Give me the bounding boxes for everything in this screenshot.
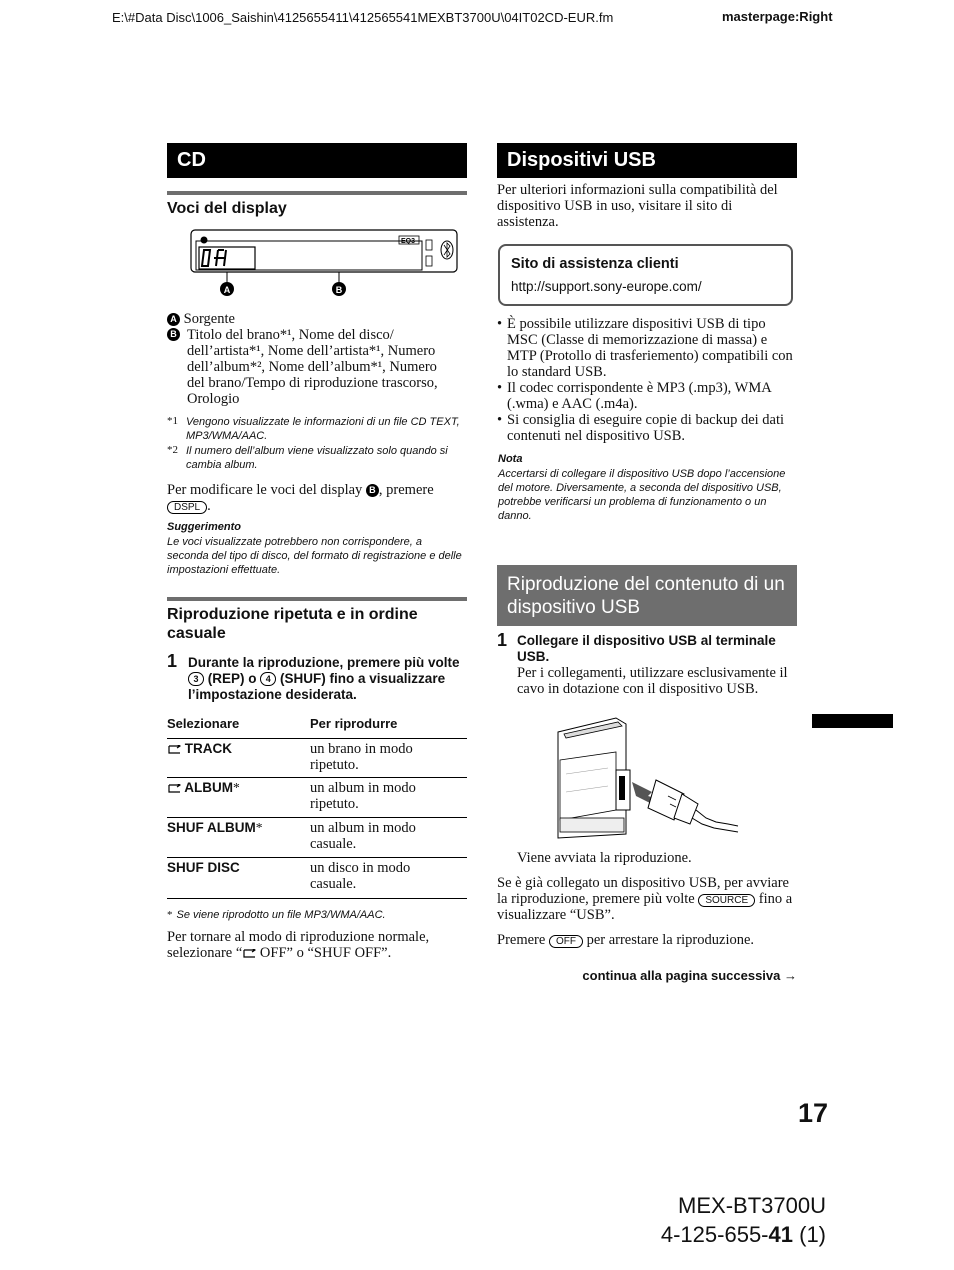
footnote-2-mark: *2 (167, 444, 178, 456)
model-name: MEX-BT3700U (678, 1193, 826, 1218)
repeat-icon (167, 745, 181, 754)
key-4: 4 (260, 672, 276, 686)
normal-play-text: Per tornare al modo di riproduzione normale, selezionare “ OFF” o “SHUF OFF”. (167, 929, 430, 961)
masterpage-label: masterpage:Right (722, 9, 833, 24)
repeat-icon (167, 784, 181, 793)
playback-started: Viene avviata la riproduzione. (517, 850, 692, 866)
divider (167, 597, 467, 601)
footnote-1-mark: *1 (167, 415, 178, 427)
support-url[interactable]: http://support.sony-europe.com/ (511, 279, 702, 294)
tip-text: Le voci visualizzate potrebbero non corrispondere, a seconda del tipo di disco, del formato di registrazione e delle impostazioni effettuate. (167, 536, 462, 576)
already-connected-text: Se è già collegato un dispositivo USB, per avviare la riproduzione, premere più volte SOURCE fino a visualizzare “USB”. (497, 875, 793, 923)
legend-a-text: Sorgente (183, 311, 235, 327)
option-description: un disco in modo casuale. (310, 860, 411, 892)
usb-intro: Per ulteriori informazioni sulla compatibilità del dispositivo USB in uso, visitare il sito di assistenza. (497, 182, 778, 230)
repeat-heading: Riproduzione ripetuta e in ordine casuale (167, 606, 418, 642)
option-description: un album in modo casuale. (310, 820, 416, 852)
continue-next-page: continua alla pagina successiva → (582, 968, 797, 983)
options-table (167, 716, 467, 899)
table-footnote-text: Se viene riprodotto un file MP3/WMA/AAC. (176, 909, 386, 921)
marker-a: A (167, 313, 180, 326)
option-label: SHUF ALBUM (167, 820, 256, 835)
thumb-index-tab (812, 714, 893, 728)
marker-b-inline: B (366, 484, 379, 497)
display-illustration (190, 228, 460, 298)
document-code: 4-125-655-41 (1) (660, 1222, 826, 1247)
stop-text: Premere OFF per arrestare la riproduzione. (497, 932, 755, 948)
support-title: Sito di assistenza clienti (511, 256, 679, 272)
repeat-icon (242, 949, 256, 958)
option-label: SHUF DISC (167, 860, 240, 875)
display-heading: Voci del display (167, 200, 287, 217)
table-row (167, 739, 467, 778)
table-footnote: * Se viene riprodotto un file MP3/WMA/AAC. (167, 909, 386, 921)
footnote-2 (167, 444, 467, 472)
option-label: TRACK (184, 741, 233, 756)
table-row: ALBUM* un album in modo ripetuto. (167, 778, 467, 818)
usb-bullet-list (497, 316, 797, 444)
footnote-1 (167, 415, 467, 443)
off-key: OFF (549, 935, 583, 948)
file-path: E:\#Data Disc\1006_Saishin\4125655411\412565541MEXBT3700U\04IT02CD-EUR.fm (112, 10, 614, 25)
legend-b-text: Titolo del brano*¹, Nome del disco/ dell’artista*¹, Nome dell’artista*¹, Numero dell’album*², Nome dell’album*¹, Numero del brano/Tempo di riproduzione trascorso, Orologio (187, 327, 438, 407)
step-number: 1 (497, 630, 508, 650)
step-heading: Collegare il dispositivo USB al terminale USB. (517, 633, 776, 664)
step-body: Per i collegamenti, utilizzare esclusivamente il cavo in dotazione con il dispositivo USB. (517, 665, 788, 697)
key-3: 3 (188, 672, 204, 686)
svg-text:EQ3: EQ3 (401, 238, 416, 245)
support-box (498, 244, 793, 306)
usb-connection-illustration (556, 714, 741, 840)
note-title: Nota (498, 453, 523, 465)
list-item: • Il codec corrispondente è MP3 (.mp3), WMA (.wma) e AAC (.m4a). (497, 380, 797, 412)
column-header-play: Per riprodurre (310, 716, 398, 731)
step-instruction: Durante la riproduzione, premere più volte 3 (REP) o 4 (SHUF) fino a visualizzare l’impostazione desiderata. (188, 655, 460, 702)
footnote-1-text: Vengono visualizzate le informazioni di un file CD TEXT, MP3/WMA/AAC. (186, 416, 460, 442)
callout-a-label: A (223, 285, 231, 295)
legend-b (167, 327, 467, 407)
tip-title: Suggerimento (167, 521, 241, 533)
dspl-key: DSPL (167, 501, 207, 514)
modify-display-text: Per modificare le voci del display B , premere DSPL . (167, 482, 434, 514)
note-text: Accertarsi di collegare il dispositivo USB dopo l’accensione del motore. Diversamente, a seconda del dispositivo USB, potrebbe verificarsi un problema di funzionamento o un danno. (498, 468, 786, 522)
page-number: 17 (798, 1098, 829, 1128)
column-header-select: Selezionare (167, 716, 240, 731)
table-header (167, 716, 467, 739)
footnote-2-text: Il numero dell’album viene visualizzato solo quando si cambia album. (186, 445, 448, 471)
section-title-usb-playback: Riproduzione del contenuto di un dispositivo USB (497, 565, 797, 626)
list-item: • Si consiglia di eseguire copie di backup dei dati contenuti nel dispositivo USB. (497, 412, 797, 444)
step-number: 1 (167, 651, 178, 671)
table-row: SHUF ALBUM* un album in modo casuale. (167, 818, 467, 858)
divider (167, 191, 467, 195)
source-key: SOURCE (698, 894, 755, 907)
option-description: un album in modo ripetuto. (310, 780, 416, 812)
marker-b: B (167, 328, 180, 341)
section-title-cd: CD (167, 143, 467, 178)
legend-a (167, 311, 467, 327)
table-row (167, 858, 467, 899)
section-title-usb: Dispositivi USB (497, 143, 797, 178)
list-item: • È possibile utilizzare dispositivi USB di tipo MSC (Classe di memorizzazione di massa) e MTP (Protollo di trasferiemento) compatibili con lo standard USB. (497, 316, 797, 380)
callout-b-label: B (335, 285, 343, 295)
option-description: un brano in modo ripetuto. (310, 741, 413, 773)
option-label: ALBUM (184, 780, 233, 795)
